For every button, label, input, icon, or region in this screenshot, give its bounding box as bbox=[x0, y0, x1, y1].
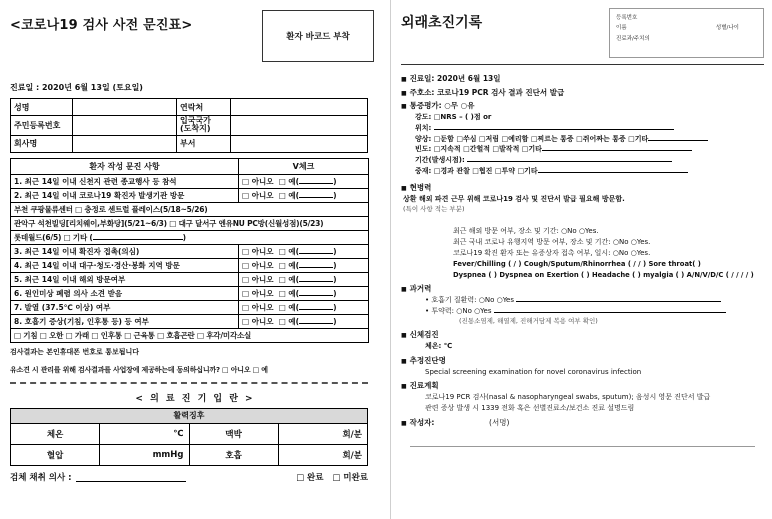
sub-row-3-text: 롯데월드(6/5) □ 기타 ( bbox=[14, 232, 93, 242]
pain-intervention-text: 중재: □경과 관찰 □협진 □투약 □기타 bbox=[415, 167, 538, 176]
write-in-line-5[interactable] bbox=[299, 275, 333, 282]
vital-label-pulse: 맥박 bbox=[189, 423, 278, 444]
pmh-med-row[interactable] bbox=[425, 306, 764, 317]
write-in-line-2[interactable] bbox=[299, 191, 333, 198]
bullet-square-icon: ■ bbox=[401, 89, 407, 97]
bullet-square-icon: ■ bbox=[401, 286, 407, 294]
sampler-done-checkbox[interactable]: □ 완료 bbox=[296, 472, 324, 483]
check-cell-7[interactable] bbox=[239, 300, 369, 314]
hpi-title-row bbox=[401, 182, 764, 194]
pain-location-input-line[interactable] bbox=[434, 123, 674, 130]
record-title: 외래초진기록 bbox=[401, 15, 483, 31]
info-value-contact[interactable] bbox=[231, 99, 368, 116]
question-5: 5. 최근 14일 이내 해외 방문여부 bbox=[11, 272, 239, 286]
patient-barcode-box: 환자 바코드 부착 bbox=[262, 10, 374, 62]
footer-divider bbox=[410, 446, 755, 447]
checkbox-no-1[interactable]: □ bbox=[242, 176, 250, 186]
id-sex-age: 성별/나이 bbox=[715, 25, 739, 32]
id-dept-doctor: 진료과/주치의 bbox=[616, 35, 650, 42]
question-6: 6. 원인미상 폐렴 의사 소견 받음 bbox=[11, 286, 239, 300]
write-in-line-4[interactable] bbox=[299, 261, 333, 268]
sampler-undone-checkbox[interactable]: □ 미완료 bbox=[332, 472, 368, 483]
info-value-rrn[interactable] bbox=[73, 116, 177, 136]
pain-intervention-other-line[interactable] bbox=[538, 166, 688, 173]
chief-complaint-text: 주호소: 코로나19 PCR 검사 결과 진단서 발급 bbox=[409, 87, 565, 97]
physical-exam-title-text: 신체검진 bbox=[409, 330, 439, 340]
author-row[interactable] bbox=[401, 417, 764, 429]
questionnaire-table bbox=[10, 158, 369, 343]
question-4: 4. 최근 14일 이내 대구·청도·경산·봉화 지역 방문 bbox=[11, 258, 239, 272]
screening-q1-row[interactable] bbox=[453, 226, 764, 237]
pain-intensity-text: 강도: □NRS – ( )점 or bbox=[415, 112, 492, 121]
label-yes-6: 예( bbox=[288, 288, 300, 298]
doctor-section-title: < 의 료 진 기 입 란 > bbox=[135, 393, 255, 404]
info-label-rrn: 주민등록번호 bbox=[11, 116, 73, 136]
table-header-row bbox=[11, 158, 369, 174]
label-no-6: 아니오 bbox=[251, 288, 274, 298]
table-row bbox=[11, 99, 368, 116]
info-label-department: 부서 bbox=[177, 135, 231, 152]
label-no-5: 아니오 bbox=[251, 274, 274, 284]
pain-period-row[interactable] bbox=[415, 155, 764, 166]
sampler-signature-line[interactable] bbox=[76, 472, 186, 482]
check-cell-1[interactable] bbox=[239, 174, 369, 188]
dashed-divider bbox=[10, 382, 368, 384]
diagnosis-text: Special screening examination for novel coronavirus infection bbox=[425, 367, 642, 376]
table-row-sub bbox=[11, 216, 369, 230]
symptom-line-2[interactable]: Dyspnea ( ) Dyspnea on Exertion ( ) Headache ( ) myalgia ( ) A/N/V/D/C ( / / / / ) bbox=[453, 270, 754, 279]
checkbox-no-3[interactable]: □ bbox=[242, 246, 250, 256]
label-no-7: 아니오 bbox=[251, 302, 274, 312]
checkbox-no-6[interactable]: □ bbox=[242, 288, 250, 298]
pain-period-label: 기간(발생시점): bbox=[415, 156, 465, 165]
pain-intervention-row[interactable] bbox=[415, 166, 764, 177]
chief-complaint-row bbox=[401, 87, 764, 99]
table-header-row bbox=[11, 408, 368, 423]
outpatient-initial-record-document bbox=[390, 0, 772, 519]
visit-date-label: 진료일 : 2020년 6월 13일 (토요일) bbox=[10, 83, 143, 92]
write-in-line-1[interactable] bbox=[299, 177, 333, 184]
table-row bbox=[11, 174, 369, 188]
vital-signs-table bbox=[10, 408, 368, 466]
plan-title-row bbox=[401, 380, 764, 392]
label-yes-7: 예( bbox=[288, 302, 300, 312]
pain-location-label: 위치: bbox=[415, 123, 432, 132]
plan-title-text: 진료계획 bbox=[409, 381, 439, 391]
checkbox-yes-6[interactable]: □ bbox=[278, 288, 286, 298]
pain-pattern-other-line[interactable] bbox=[648, 134, 708, 141]
info-value-name[interactable] bbox=[73, 99, 177, 116]
checkbox-no-2[interactable]: □ bbox=[242, 190, 250, 200]
checkbox-yes-8[interactable]: □ bbox=[278, 316, 286, 326]
header-question: 환자 작성 문진 사항 bbox=[11, 158, 239, 174]
pmh-note: (진통소염제, 해열제, 진해거담제 복용 여부 확인) bbox=[459, 317, 598, 326]
table-row-sub bbox=[11, 328, 369, 342]
vital-header: 활력징후 bbox=[11, 408, 368, 423]
result-notice: 검사결과는 본인휴대폰 번호로 통보됩니다 bbox=[10, 347, 140, 356]
pain-pattern-text: 양상: □둔함 □쑤심 □저림 □예리함 □찌르는 통증 □쥐어짜는 통증 □기타 bbox=[415, 134, 649, 143]
diagnosis-title-row bbox=[401, 355, 764, 367]
screening-q3-row[interactable] bbox=[453, 248, 764, 259]
screening-q1-no[interactable]: ○No bbox=[561, 227, 577, 236]
table-row bbox=[11, 300, 369, 314]
pain-pattern-row[interactable] bbox=[415, 134, 764, 145]
question-3: 3. 최근 14일 이내 확진자 접촉(의심) bbox=[11, 244, 239, 258]
paren-close-6: ) bbox=[333, 288, 337, 298]
info-label-company: 회사명 bbox=[11, 135, 73, 152]
sub-row-1[interactable]: 부천 쿠팡물류센터 □ 충정로 센트럴 플레이스(5/18~5/26) bbox=[11, 202, 369, 216]
check-cell-4[interactable] bbox=[239, 258, 369, 272]
write-in-line-8[interactable] bbox=[299, 317, 333, 324]
checkbox-yes-1[interactable]: □ bbox=[278, 176, 286, 186]
screening-q1-text: 최근 해외 방문 여부, 장소 및 기간: bbox=[453, 227, 559, 236]
info-value-department[interactable] bbox=[231, 135, 368, 152]
pmh-med-input-line[interactable] bbox=[494, 306, 726, 313]
pmh-title-text: 과거력 bbox=[409, 284, 432, 294]
screening-q2-yes[interactable]: ○Yes. bbox=[630, 238, 651, 247]
pain-frequency-row[interactable] bbox=[415, 144, 764, 155]
table-row bbox=[11, 188, 369, 202]
checkbox-no-7[interactable]: □ bbox=[242, 302, 250, 312]
sampler-label: 검체 채취 의사 : bbox=[10, 472, 72, 483]
question-1: 1. 최근 14일 이내 신천지 관련 종교행사 등 참석 bbox=[11, 174, 239, 188]
info-label-name: 성명 bbox=[11, 99, 73, 116]
screening-q3-text: 코로나19 확진 환자 또는 유증상자 접촉 여부, 일시: bbox=[453, 249, 611, 258]
hpi-note: (특이 사항 적는 부분) bbox=[403, 205, 465, 214]
label-no-2: 아니오 bbox=[251, 190, 274, 200]
bullet-square-icon: ■ bbox=[401, 383, 407, 391]
write-in-line-7[interactable] bbox=[299, 303, 333, 310]
symptom-line-1[interactable]: Fever/Chilling ( / ) Cough/Sputum/Rhinorrhea ( / / ) Sore throat( ) bbox=[453, 260, 701, 268]
check-cell-5[interactable] bbox=[239, 272, 369, 286]
label-yes-3: 예( bbox=[288, 246, 300, 256]
sampler-row bbox=[10, 471, 368, 483]
record-body bbox=[401, 73, 764, 447]
label-yes-1: 예( bbox=[288, 176, 300, 186]
vital-label-bp: 혈압 bbox=[11, 444, 100, 465]
paren-close-1: ) bbox=[333, 176, 337, 186]
label-yes-8: 예( bbox=[288, 316, 300, 326]
question-7: 7. 발열 (37.5℃ 이상) 여부 bbox=[11, 300, 239, 314]
vital-unit-bp[interactable]: mmHg bbox=[100, 444, 189, 465]
table-row bbox=[11, 116, 368, 136]
question-8: 8. 호흡기 증상(기침, 인후통 등) 등 여부 bbox=[11, 314, 239, 328]
check-cell-8[interactable] bbox=[239, 314, 369, 328]
check-cell-2[interactable] bbox=[239, 188, 369, 202]
label-no-8: 아니오 bbox=[251, 316, 274, 326]
physical-exam-title-row bbox=[401, 329, 764, 341]
other-write-in-line[interactable] bbox=[93, 233, 183, 240]
label-no-3: 아니오 bbox=[251, 246, 274, 256]
screening-q2-row[interactable] bbox=[453, 237, 764, 248]
table-row bbox=[11, 444, 368, 465]
table-row bbox=[11, 423, 368, 444]
pain-eval-text: 통증평가: ○무 ○유 bbox=[409, 101, 475, 111]
paren-close-7: ) bbox=[333, 302, 337, 312]
info-label-entry-country: 입국국가 (도착지) bbox=[177, 116, 231, 136]
visit-date-row bbox=[401, 73, 764, 85]
pain-eval-row[interactable] bbox=[401, 100, 764, 112]
screening-q2-no[interactable]: ○No bbox=[612, 238, 629, 247]
paren-close-3: ) bbox=[333, 246, 337, 256]
plan-line-1: 코로나19 PCR 검사(nasal & nasopharyngeal swabs, sputum); 음성시 영문 진단서 발급 bbox=[425, 393, 711, 401]
pain-period-input-line[interactable] bbox=[467, 155, 672, 162]
bullet-square-icon: ■ bbox=[401, 184, 407, 192]
pmh-title-row bbox=[401, 283, 764, 295]
id-reg-no: 등록번호 bbox=[616, 15, 638, 21]
question-2: 2. 최근 14일 이내 코로나19 확진자 발생기관 방문 bbox=[11, 188, 239, 202]
pain-location-row[interactable] bbox=[415, 123, 764, 134]
table-row bbox=[11, 272, 369, 286]
id-name-row bbox=[616, 23, 757, 33]
table-row bbox=[11, 258, 369, 272]
pain-intensity-row[interactable] bbox=[415, 112, 764, 123]
header-divider bbox=[401, 64, 764, 65]
paren-close-5: ) bbox=[333, 274, 337, 284]
label-no-4: 아니오 bbox=[251, 260, 274, 270]
checkbox-yes-2[interactable]: □ bbox=[278, 190, 286, 200]
page-title: <코로나19 검사 사전 문진표> bbox=[10, 18, 193, 33]
pmh-resp-row[interactable] bbox=[425, 295, 764, 306]
paren-close-4: ) bbox=[333, 260, 337, 270]
checkbox-yes-3[interactable]: □ bbox=[278, 246, 286, 256]
vital-label-temp: 체온 bbox=[11, 423, 100, 444]
screening-q1-yes[interactable]: ○Yes. bbox=[578, 227, 599, 236]
write-in-line-6[interactable] bbox=[299, 289, 333, 296]
info-label-contact: 연락처 bbox=[177, 99, 231, 116]
plan-line-2: 관련 증상 발생 시 1339 전화 혹은 선별진료소/보건소 진료 설명드림 bbox=[425, 403, 635, 412]
checkbox-no-4[interactable]: □ bbox=[242, 260, 250, 270]
table-row bbox=[11, 314, 369, 328]
author-signature[interactable]: (서명) bbox=[489, 417, 510, 427]
author-label: 작성자: bbox=[409, 417, 435, 427]
vital-unit-pulse[interactable]: 회/분 bbox=[278, 423, 367, 444]
id-name: 이름 bbox=[616, 25, 627, 32]
table-row bbox=[11, 135, 368, 152]
visit-date-text: 진료일: 2020년 6월 13일 bbox=[409, 74, 501, 83]
sub-row-3[interactable] bbox=[11, 230, 369, 244]
bullet-square-icon: ■ bbox=[401, 76, 407, 83]
vital-label-resp: 호흡 bbox=[189, 444, 278, 465]
checkbox-no-8[interactable]: □ bbox=[242, 316, 250, 326]
left-header bbox=[10, 8, 380, 62]
write-in-line-3[interactable] bbox=[299, 247, 333, 254]
info-value-entry-country[interactable] bbox=[231, 116, 368, 136]
screening-q3-no[interactable]: ○No bbox=[612, 249, 629, 258]
physical-exam-temp[interactable]: 체온: ℃ bbox=[425, 342, 453, 351]
label-no-1: 아니오 bbox=[251, 176, 274, 186]
screening-q3-yes[interactable]: ○Yes. bbox=[630, 249, 651, 258]
hpi-text: 상환 해외 파견 근무 위해 코로나19 검사 및 진단서 발급 필요해 방문함. bbox=[403, 194, 625, 203]
sampler-status[interactable] bbox=[296, 471, 368, 483]
vital-unit-temp[interactable]: ℃ bbox=[100, 423, 189, 444]
info-value-company[interactable] bbox=[73, 135, 177, 152]
bullet-square-icon: ■ bbox=[401, 357, 407, 365]
bullet-square-icon: ■ bbox=[401, 332, 407, 340]
diagnosis-title-text: 추정진단명 bbox=[409, 355, 446, 365]
check-cell-6[interactable] bbox=[239, 286, 369, 300]
pain-frequency-text: 빈도: □지속적 □간헐적 □발작적 □기타 bbox=[415, 145, 542, 154]
vital-unit-resp[interactable]: 회/분 bbox=[278, 444, 367, 465]
screening-q2-text: 최근 국내 코로나 유행지역 방문 여부, 장소 및 기간: bbox=[453, 238, 611, 247]
table-row-sub bbox=[11, 202, 369, 216]
table-row-sub bbox=[11, 230, 369, 244]
label-yes-4: 예( bbox=[288, 260, 300, 270]
checkbox-no-5[interactable]: □ bbox=[242, 274, 250, 284]
consent-notice[interactable]: 유소견 시 관리를 위해 검사결과를 사업장에 제공하는데 동의하십니까? □ 아니오 □ 예 bbox=[10, 365, 268, 374]
right-header bbox=[401, 8, 764, 58]
table-row bbox=[11, 244, 369, 258]
checkbox-yes-4[interactable]: □ bbox=[278, 260, 286, 270]
sub-row-2[interactable]: 관악구 석천빌딩[리치웨이,부화당](5/21~6/3) □ 대구 달서구 엔유NU PC방(신월성점)(5/23) bbox=[11, 216, 369, 230]
symptom-checklist-row[interactable]: □ 기침 □ 오한 □ 가래 □ 인후통 □ 근육통 □ 호흡곤란 □ 후각/미각소실 bbox=[11, 328, 369, 342]
header-check: V체크 bbox=[239, 158, 369, 174]
checkbox-yes-5[interactable]: □ bbox=[278, 274, 286, 284]
check-cell-3[interactable] bbox=[239, 244, 369, 258]
pain-frequency-other-line[interactable] bbox=[542, 144, 692, 151]
pmh-med-text: • 투약력: ○No ○Yes bbox=[425, 306, 492, 315]
paren-close-2: ) bbox=[333, 190, 337, 200]
bullet-square-icon: ■ bbox=[401, 419, 407, 427]
table-row bbox=[11, 286, 369, 300]
patient-info-table bbox=[10, 98, 368, 153]
label-yes-2: 예( bbox=[288, 190, 300, 200]
paren-close-8: ) bbox=[333, 316, 337, 326]
bullet-square-icon: ■ bbox=[401, 103, 407, 111]
pmh-resp-input-line[interactable] bbox=[516, 295, 721, 302]
checkbox-yes-7[interactable]: □ bbox=[278, 302, 286, 312]
patient-id-box bbox=[609, 8, 764, 58]
hpi-title-text: 현병력 bbox=[409, 182, 432, 192]
pmh-resp-text: • 호흡기 질환력: ○No ○Yes bbox=[425, 295, 514, 304]
sub-row-3-close: ) bbox=[182, 232, 186, 242]
label-yes-5: 예( bbox=[288, 274, 300, 284]
